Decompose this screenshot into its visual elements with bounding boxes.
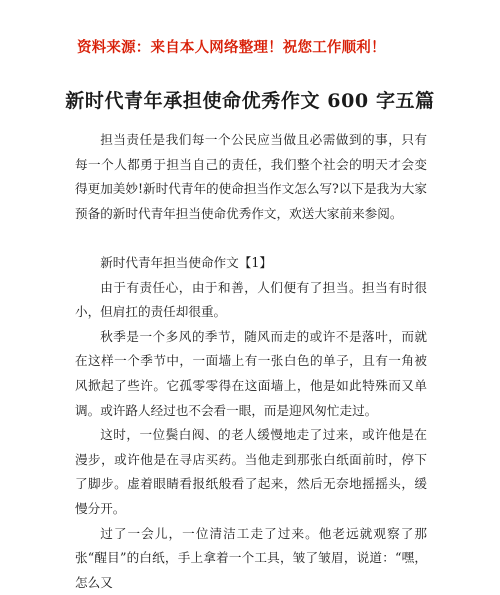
- body-paragraph: 这时，一位鬓白阀、的老人缓慢地走了过来，或许他是在漫步，或许他是在寻店买药。当他走到那张白纸面前时，停下了脚步。虚着眼睛看报纸般看了起来，然后无奈地摇摇头，缓慢分开。: [75, 423, 427, 521]
- body-paragraph: 过了一会儿，一位清洁工走了过来。他老远就观察了那张“醒目”的白纸，手上拿着一个工具，皱了皱眉，说道：“嘿，怎么又: [75, 522, 427, 595]
- body-paragraph: 秋季是一个多风的季节，随风而走的或许不是落叶，而就在这样一个季节中，一面墙上有一张白色的单子，且有一角被风掀起了些许。它孤零零得在这面墙上，他是如此特殊而又单调。或许路人经过也不会看一眼，而是迎风匆忙走过。: [75, 325, 427, 423]
- essay-heading: 新时代青年担当使命作文【1】: [75, 251, 427, 276]
- document-title: 新时代青年承担使命优秀作文 600 字五篇: [0, 86, 500, 113]
- source-note: 资料来源：来自本人网络整理！祝您工作顺利！: [77, 36, 417, 57]
- body-paragraph: 由于有责任心，由于和善，人们便有了担当。担当有时很小，但肩扛的责任却很重。: [75, 276, 427, 325]
- intro-paragraph: 担当责任是我们每一个公民应当做且必需做到的事，只有每一个人都勇于担当自己的责任，我们整个社会的明天才会变得更加美妙!新时代青年的使命担当作文怎么写?以下是我为大家预备的新时代青年担当使命优秀作文，欢送大家前来参阅。: [75, 128, 427, 226]
- document-body: [75, 128, 427, 595]
